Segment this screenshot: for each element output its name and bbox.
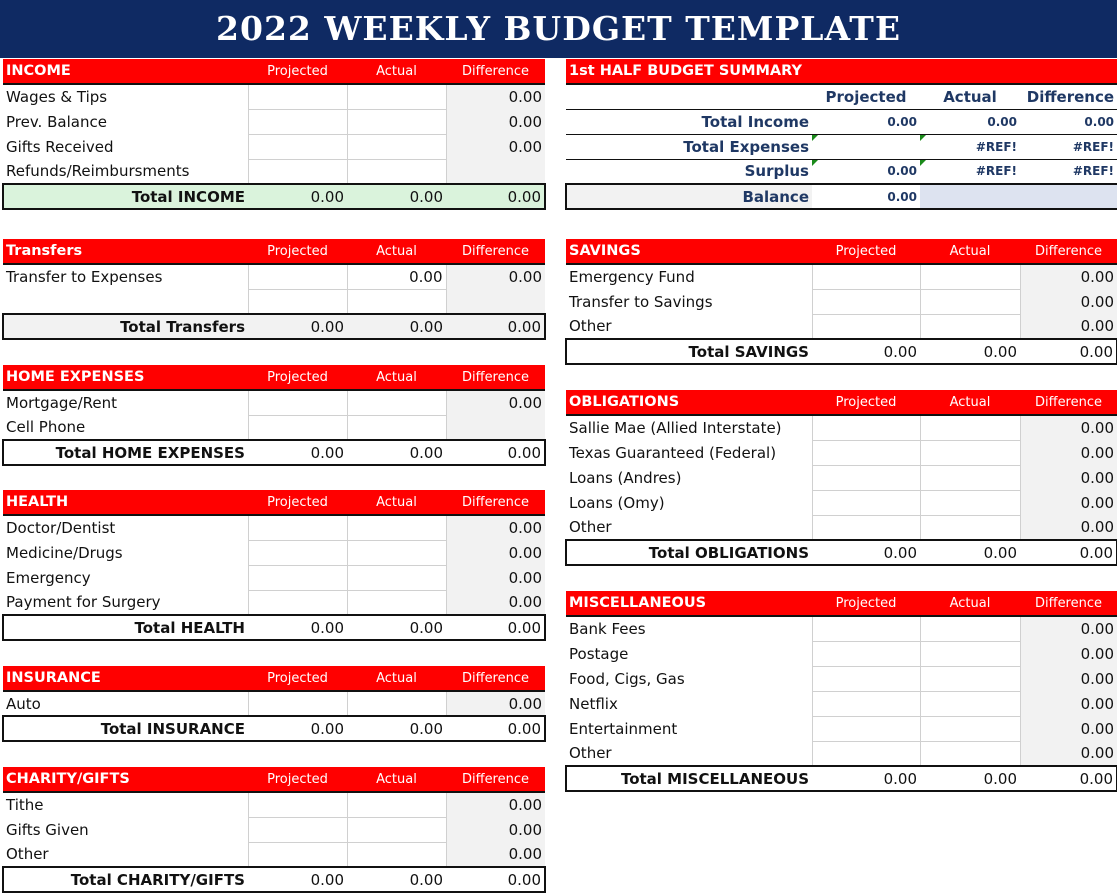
projected-input[interactable] [248,84,347,109]
section-title: Transfers [3,239,248,264]
table-row [3,842,545,867]
difference-value: 0.00 [1020,490,1117,515]
actual-input[interactable] [347,134,446,159]
difference-value: 0.00 [1020,314,1117,339]
row-label: Mortgage/Rent [6,394,118,412]
difference-value: 0.00 [446,515,545,540]
total-label: Total HEALTH [134,618,245,637]
row-label: Loans (Omy) [569,493,665,512]
miscellaneous-section [565,591,1117,792]
total-value: 0.00 [409,618,443,637]
row-label: Texas Guaranteed (Federal) [569,443,777,462]
summary-cell[interactable] [920,159,1020,184]
section-title: INSURANCE [3,666,248,691]
difference-value: 0.00 [1020,515,1117,540]
total-value: 0.00 [248,314,347,339]
actual-input[interactable] [920,314,1020,339]
section-title: HEALTH [3,490,248,515]
table-row [566,741,1117,766]
actual-input[interactable] [347,817,446,842]
col-difference: Difference [1020,239,1117,264]
actual-input[interactable] [347,565,446,590]
col-actual: Actual [347,666,446,691]
table-row [566,415,1117,440]
total-label: Total OBLIGATIONS [648,543,809,562]
total-label: Total Transfers [3,314,248,339]
row-label: Other [569,518,612,536]
difference-value: 0.00 [446,565,545,590]
section-title: MISCELLANEOUS [566,591,812,616]
total-value: 0.00 [883,342,917,361]
section-title: CHARITY/GIFTS [3,767,248,792]
insurance-section [2,666,546,742]
projected-input[interactable] [812,314,920,339]
total-label: Total HOME EXPENSES [55,443,245,462]
actual-input[interactable] [347,590,446,615]
budget-summary [565,59,1117,210]
home-expenses-section [2,365,546,466]
col-difference: Difference [446,365,545,390]
projected-input[interactable] [248,159,347,184]
actual-input[interactable] [920,741,1020,766]
savings-section [565,239,1117,365]
col-projected: Projected [248,239,347,264]
projected-input[interactable] [812,415,920,440]
total-value: 0.00 [248,184,347,209]
summary-title: 1st HALF BUDGET SUMMARY [566,59,1117,84]
difference-value: 0.00 [446,792,545,817]
summary-cell[interactable] [812,134,920,159]
table-row [3,84,545,109]
total-label: Total INCOME [3,184,248,209]
actual-input[interactable] [347,691,446,716]
col-difference: Difference [446,59,545,84]
row-label: Other [6,845,49,863]
difference-value: 0.00 [446,134,545,159]
col-projected: Projected [248,490,347,515]
total-value: 0.00 [507,870,541,889]
total-value: 0.00 [983,769,1017,788]
total-value: 0.00 [1079,769,1113,788]
projected-input[interactable] [812,289,920,314]
total-value: 0.00 [507,719,541,738]
total-value: 0.00 [409,443,443,462]
actual-input[interactable] [347,109,446,134]
col-actual: Actual [920,591,1020,616]
difference-value [446,415,545,440]
projected-input[interactable] [248,565,347,590]
difference-value: 0.00 [1020,616,1117,641]
total-value: 0.00 [983,342,1017,361]
row-label: Transfer to Savings [569,292,713,311]
summary-value: 0.00 [887,164,917,179]
table-row [566,465,1117,490]
section-title: INCOME [3,59,248,84]
table-row [3,159,545,184]
error-indicator-icon [920,135,926,141]
table-row [3,792,545,817]
row-label: Sallie Mae (Allied Interstate) [569,419,782,437]
total-value: 0.00 [883,543,917,562]
actual-input[interactable] [347,792,446,817]
projected-input[interactable] [812,515,920,540]
difference-value: 0.00 [1020,691,1117,716]
projected-input[interactable] [812,440,920,465]
difference-value: 0.00 [1020,289,1117,314]
table-row [3,264,545,289]
summary-col-projected: Projected [825,87,907,106]
total-value: 0.00 [1079,543,1113,562]
difference-value: 0.00 [446,540,545,565]
actual-input[interactable] [920,691,1020,716]
row-label: Gifts Given [6,820,89,839]
row-label: Other [569,317,612,335]
row-label: Refunds/Reimbursments [6,162,190,180]
col-actual: Actual [347,239,446,264]
row-label: Postage [569,644,629,663]
col-difference: Difference [446,490,545,515]
table-row [566,264,1117,289]
difference-value: 0.00 [1020,716,1117,741]
projected-input[interactable] [812,490,920,515]
table-row [3,691,545,716]
actual-input[interactable] [347,540,446,565]
table-row [3,415,545,440]
health-section [2,490,546,641]
projected-input[interactable] [248,817,347,842]
charity-gifts-section [2,767,546,893]
total-value: 0.00 [446,314,545,339]
row-label: Food, Cigs, Gas [569,669,685,688]
actual-input[interactable] [920,716,1020,741]
summary-cell[interactable]: #REF! [1072,164,1115,179]
actual-input[interactable] [347,159,446,184]
summary-cell[interactable]: #REF! [1072,139,1115,154]
projected-input[interactable] [812,716,920,741]
actual-input[interactable] [920,641,1020,666]
total-value: 0.00 [347,184,446,209]
projected-input[interactable] [248,590,347,615]
section-title: HOME EXPENSES [3,365,248,390]
difference-value: 0.00 [446,390,545,415]
col-actual: Actual [347,490,446,515]
projected-input[interactable] [248,792,347,817]
projected-input[interactable] [248,264,347,289]
table-row [3,565,545,590]
balance-fill [1020,184,1117,209]
income-section [2,59,546,210]
projected-input[interactable] [812,465,920,490]
table-row [3,109,545,134]
table-row [566,691,1117,716]
table-row [566,289,1117,314]
table-row [566,440,1117,465]
difference-value: 0.00 [1020,741,1117,766]
row-label: Cell Phone [6,418,86,436]
projected-input[interactable] [812,641,920,666]
difference-value: 0.00 [446,109,545,134]
row-label: Transfer to Expenses [6,268,163,286]
table-row [3,590,545,615]
col-projected: Projected [248,59,347,84]
projected-input[interactable] [248,109,347,134]
projected-input[interactable] [248,540,347,565]
actual-input[interactable] [920,440,1020,465]
projected-input[interactable] [248,289,347,314]
difference-value: 0.00 [446,817,545,842]
total-value: 0.00 [446,184,545,209]
projected-input[interactable] [812,616,920,641]
projected-input[interactable] [248,691,347,716]
projected-input[interactable] [812,264,920,289]
col-projected: Projected [248,365,347,390]
table-row [566,515,1117,540]
col-actual: Actual [347,767,446,792]
total-label: Total MISCELLANEOUS [620,769,809,788]
total-value: 0.00 [347,314,446,339]
row-label: Payment for Surgery [6,593,161,611]
summary-row-label: Surplus [744,162,809,181]
row-label: Netflix [569,694,618,713]
col-projected: Projected [248,767,347,792]
total-value: 0.00 [310,618,344,637]
col-difference: Difference [446,767,545,792]
row-label: Prev. Balance [6,112,107,131]
summary-value: #REF! [975,139,1017,154]
total-value: 0.00 [507,443,541,462]
row-label: Tithe [6,796,44,814]
actual-input[interactable]: 0.00 [347,264,446,289]
projected-input[interactable] [248,415,347,440]
projected-input[interactable] [812,691,920,716]
total-value: 0.00 [310,870,344,889]
col-actual: Actual [920,390,1020,415]
total-value: 0.00 [409,719,443,738]
section-title: SAVINGS [566,239,812,264]
section-title: OBLIGATIONS [566,390,812,415]
col-projected: Projected [248,666,347,691]
col-difference: Difference [446,666,545,691]
table-row [3,289,545,314]
balance-value[interactable]: 0.00 [812,184,920,209]
row-label [3,289,248,314]
actual-input[interactable] [920,465,1020,490]
difference-value: 0.00 [446,264,545,289]
difference-value [446,159,545,184]
actual-input[interactable] [347,84,446,109]
row-label: Loans (Andres) [569,468,682,487]
row-label: Gifts Received [6,137,114,156]
difference-value: 0.00 [1020,666,1117,691]
row-label: Emergency [6,568,91,587]
table-row [3,390,545,415]
total-value: 0.00 [1079,342,1113,361]
actual-input[interactable] [920,289,1020,314]
actual-input[interactable] [920,616,1020,641]
difference-value: 0.00 [1020,465,1117,490]
col-difference: Difference [1020,591,1117,616]
total-value: 0.00 [983,543,1017,562]
col-projected: Projected [812,591,920,616]
summary-cell[interactable] [920,134,1020,159]
total-label: Total CHARITY/GIFTS [70,870,245,889]
row-label: Other [569,744,612,762]
projected-input[interactable] [812,666,920,691]
summary-cell[interactable] [812,159,920,184]
actual-input[interactable] [920,666,1020,691]
summary-cell[interactable]: 0.00 [1084,114,1115,129]
total-value: 0.00 [883,769,917,788]
projected-input[interactable] [248,842,347,867]
total-value: 0.00 [310,719,344,738]
total-value: 0.00 [310,443,344,462]
transfers-section [2,239,546,340]
col-projected: Projected [812,239,920,264]
difference-value [446,289,545,314]
actual-input[interactable] [920,515,1020,540]
difference-value: 0.00 [446,842,545,867]
difference-value: 0.00 [1020,440,1117,465]
col-actual: Actual [920,239,1020,264]
summary-row-label: Total Expenses [683,137,809,156]
projected-input[interactable] [812,741,920,766]
row-label: Wages & Tips [6,88,108,106]
actual-input[interactable] [347,289,446,314]
total-value: 0.00 [409,870,443,889]
summary-cell[interactable]: 0.00 [887,114,917,129]
row-label: Auto [6,694,41,713]
difference-value: 0.00 [1020,264,1117,289]
summary-value: #REF! [975,164,1017,179]
obligations-section [565,390,1117,566]
actual-input[interactable] [920,490,1020,515]
col-actual: Actual [347,59,446,84]
projected-input[interactable] [248,390,347,415]
table-row [3,515,545,540]
summary-row-label: Total Income [701,112,809,131]
col-projected: Projected [812,390,920,415]
actual-input[interactable] [920,415,1020,440]
col-difference: Difference [446,239,545,264]
summary-cell[interactable]: 0.00 [987,114,1017,129]
row-label: Entertainment [569,719,678,738]
summary-col-actual: Actual [943,87,997,106]
page-title: 2022 WEEKLY BUDGET TEMPLATE [0,0,1117,58]
summary-col-difference: Difference [1026,87,1115,106]
row-label: Emergency Fund [569,268,695,286]
table-row [566,616,1117,641]
table-row [3,817,545,842]
table-row [566,314,1117,339]
error-indicator-icon [812,160,818,166]
row-label: Doctor/Dentist [6,519,116,537]
difference-value: 0.00 [446,691,545,716]
actual-input[interactable] [347,842,446,867]
actual-input[interactable] [347,515,446,540]
actual-input[interactable] [347,390,446,415]
col-difference: Difference [1020,390,1117,415]
total-label: Total SAVINGS [688,342,809,361]
row-label: Bank Fees [569,620,646,638]
projected-input[interactable] [248,134,347,159]
difference-value: 0.00 [1020,641,1117,666]
col-actual: Actual [347,365,446,390]
balance-fill [920,184,1020,209]
difference-value: 0.00 [1020,415,1117,440]
difference-value: 0.00 [446,590,545,615]
error-indicator-icon [920,160,926,166]
total-value: 0.00 [507,618,541,637]
difference-value: 0.00 [446,84,545,109]
actual-input[interactable] [347,415,446,440]
table-row [566,490,1117,515]
row-label: Medicine/Drugs [6,543,123,562]
total-label: Total INSURANCE [100,719,245,738]
projected-input[interactable] [248,515,347,540]
actual-input[interactable] [920,264,1020,289]
error-indicator-icon [812,135,818,141]
table-row [3,134,545,159]
table-row [566,641,1117,666]
table-row [3,540,545,565]
table-row [566,716,1117,741]
balance-label: Balance [566,184,812,209]
table-row [566,666,1117,691]
